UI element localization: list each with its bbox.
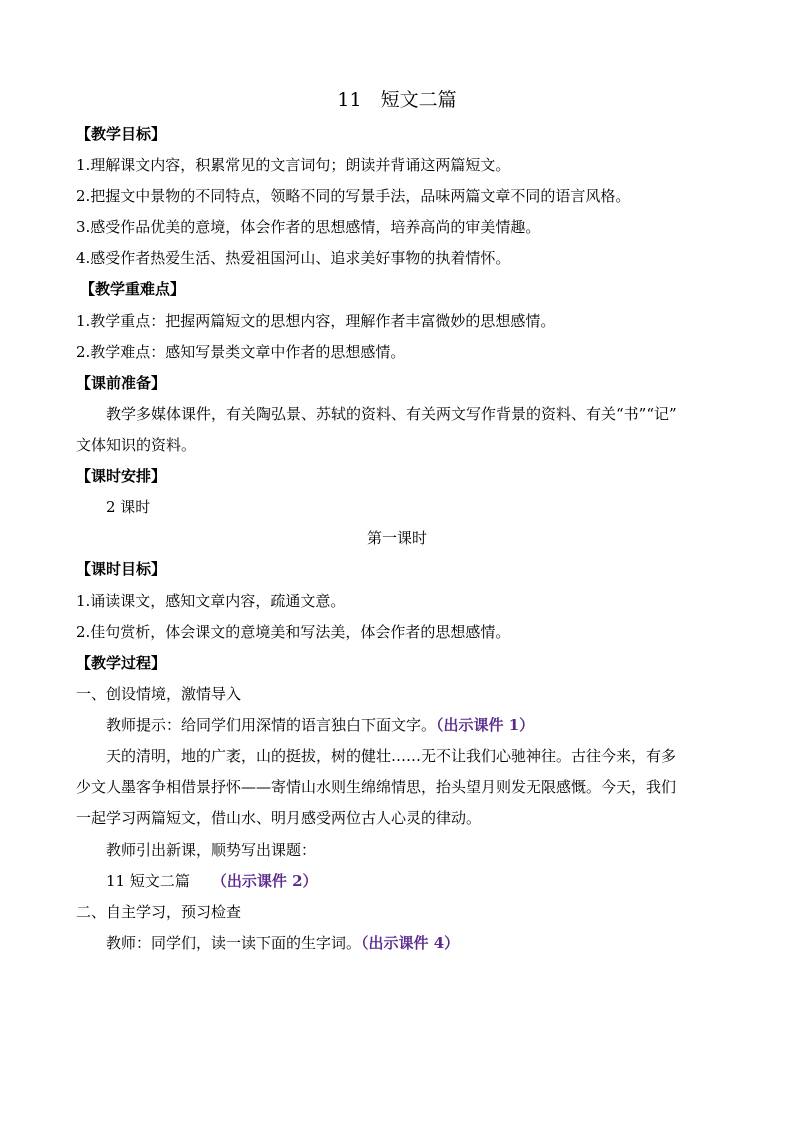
preparation-text-line: 教学多媒体课件，有关陶弘景、苏轼的资料、有关两文写作背景的资料、有关“书”“记” (106, 405, 677, 423)
goal-item: 3.感受作品优美的意境，体会作者的思想感情，培养高尚的审美情趣。 (76, 218, 541, 236)
intro-paragraph-line: 少文人墨客争相借景抒怀——寄情山水则生绵绵情思，抬头望月则发无限感慨。今天，我们 (76, 778, 677, 796)
courseware-ref: （出示课件 2） (211, 872, 318, 890)
preparation-text-line: 文体知识的资料。 (76, 436, 197, 454)
page-title: 11 短文二篇 (337, 89, 457, 111)
schedule-heading: 【课时安排】 (76, 467, 167, 485)
goal-item: 1.理解课文内容，积累常见的文言词句；朗读并背诵这两篇短文。 (76, 156, 511, 174)
step-two-heading: 二、自主学习，预习检查 (76, 903, 242, 921)
intro-paragraph-line: 天的清明，地的广袤，山的挺拔，树的健壮……无不让我们心驰神往。古往今来，有多 (106, 747, 677, 765)
lesson-goals-heading: 【课时目标】 (76, 560, 167, 578)
intro-paragraph-line: 一起学习两篇短文，借山水、明月感受两位古人心灵的律动。 (76, 809, 482, 827)
teaching-goals-heading: 【教学目标】 (76, 125, 167, 143)
key-point-item: 1.教学重点：把握两篇短文的思想内容，理解作者丰富微妙的思想感情。 (76, 312, 556, 330)
step-one-heading: 一、创设情境，激情导入 (76, 685, 242, 703)
lesson-goal-item: 1.诵读课文，感知文章内容，疏通文意。 (76, 592, 346, 610)
step-one-topic (106, 871, 318, 891)
schedule-text: 2 课时 (106, 498, 151, 516)
step-one-hint (106, 715, 534, 735)
goal-item: 4.感受作者热爱生活、热爱祖国河山、追求美好事物的执着情怀。 (76, 249, 511, 267)
goal-item: 2.把握文中景物的不同特点，领略不同的写景手法，品味两篇文章不同的语言风格。 (76, 187, 631, 205)
hint-text: 教师提示：给同学们用深情的语言独白下面文字。 (106, 716, 437, 734)
first-lesson-heading: 第一课时 (366, 529, 427, 547)
process-heading: 【教学过程】 (76, 654, 167, 672)
step-two-instruction: 教师：同学们，读一读下面的生字词。 (106, 934, 362, 952)
lesson-goal-item: 2.佳句赏析，体会课文的意境美和写法美，体会作者的思想感情。 (76, 623, 511, 641)
preparation-heading: 【课前准备】 (76, 374, 167, 392)
key-point-item: 2.教学难点：感知写景类文章中作者的思想感情。 (76, 343, 406, 361)
step-one-intro: 教师引出新课，顺势写出课题： (106, 841, 317, 859)
topic-text: 11 短文二篇 (106, 872, 190, 890)
step-two-text (106, 933, 459, 953)
courseware-ref: （出示课件 4） (361, 934, 460, 952)
key-points-heading: 【教学重难点】 (80, 280, 186, 298)
courseware-ref: （出示课件 1） (436, 716, 535, 734)
